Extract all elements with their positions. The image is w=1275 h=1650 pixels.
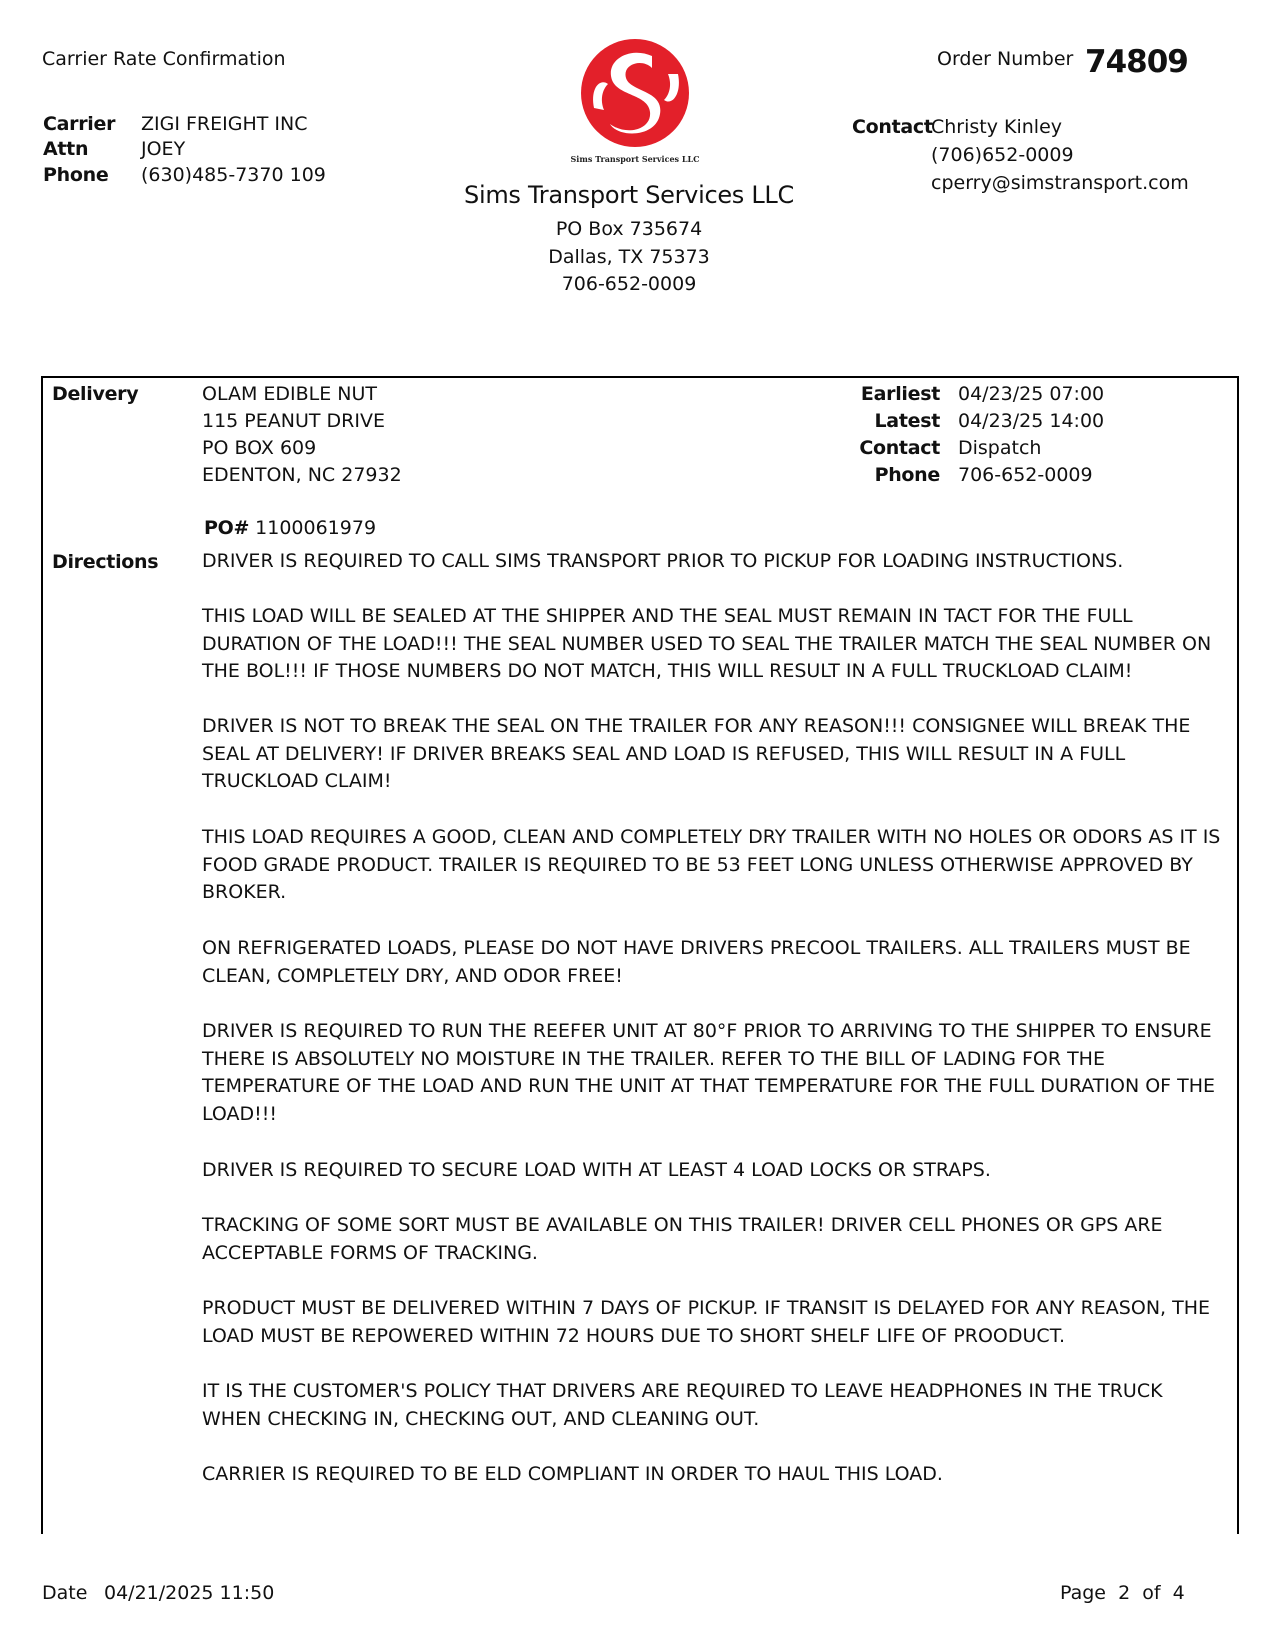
directions-paragraph: THIS LOAD WILL BE SEALED AT THE SHIPPER AND THE SEAL MUST REMAIN IN TACT FOR THE FULL DURATION OF THE LOAD!!! THE SEAL NUMBER USED TO SEAL THE TRAILER MATCH THE SEAL NUMBER ON THE BOL!!! IF THOSE NUMBERS DO NOT MATCH, THIS WILL RESULT IN A FULL TRUCKLOAD CLAIM! (202, 605, 1212, 682)
directions-paragraph: PRODUCT MUST BE DELIVERED WITHIN 7 DAYS OF PICKUP. IF TRANSIT IS DELAYED FOR ANY REASON, THE LOAD MUST BE REPOWERED WITHIN 72 HOURS DUE TO SHORT SHELF LIFE OF PROODUCT. (202, 1297, 1211, 1347)
contact-phone: (706)652-0009 (931, 144, 1074, 166)
directions-paragraph: DRIVER IS NOT TO BREAK THE SEAL ON THE TRAILER FOR ANY REASON!!! CONSIGNEE WILL BREAK THE SEAL AT DELIVERY! IF DRIVER BREAKS SEAL AND LOAD IS REFUSED, THIS WILL RESULT IN A FULL TRUCKLOAD CLAIM! (202, 715, 1191, 792)
carrier-value: ZIGI FREIGHT INC (141, 113, 308, 135)
footer-date-label: Date (42, 1582, 88, 1604)
earliest-value: 04/23/25 07:00 (958, 383, 1105, 405)
attn-label: Attn (43, 138, 89, 160)
company-name: Sims Transport Services LLC (464, 181, 794, 209)
delivery-label: Delivery (52, 383, 139, 405)
delivery-name: OLAM EDIBLE NUT (202, 383, 378, 405)
carrier-phone-label: Phone (43, 164, 109, 186)
directions-paragraph: THIS LOAD REQUIRES A GOOD, CLEAN AND COMPLETELY DRY TRAILER WITH NO HOLES OR ODORS AS IT IS FOOD GRADE PRODUCT. TRAILER IS REQUIRED TO BE 53 FEET LONG UNLESS OTHERWISE APPROVED BY BROKER. (202, 826, 1221, 903)
contact-label: Contact (852, 116, 933, 138)
company-phone: 706-652-0009 (561, 273, 697, 295)
delivery-po-box: PO BOX 609 (202, 437, 317, 459)
delivery-phone-value: 706-652-0009 (958, 464, 1093, 486)
attn-value: JOEY (141, 138, 186, 160)
po-number (204, 515, 376, 541)
earliest-label: Earliest (860, 383, 940, 405)
footer-date-value: 04/21/2025 11:50 (104, 1582, 275, 1604)
directions-paragraph: DRIVER IS REQUIRED TO RUN THE REEFER UNIT AT 80°F PRIOR TO ARRIVING TO THE SHIPPER TO ENSURE THERE IS ABSOLUTELY NO MOISTURE IN THE TRAILER. REFER TO THE BILL OF LADING FOR THE TEMPERATURE OF THE LOAD AND RUN THE UNIT AT THAT TEMPERATURE FOR THE FULL DURATION OF THE LOAD!!! (202, 1020, 1216, 1125)
order-number: 74809 (1085, 44, 1188, 80)
delivery-phone-label: Phone (874, 464, 940, 486)
delivery-city: EDENTON, NC 27932 (202, 464, 402, 486)
company-address-line1: PO Box 735674 (555, 218, 703, 240)
carrier-label: Carrier (43, 113, 116, 135)
order-number-label: Order Number (937, 48, 1074, 70)
po-label: PO# (204, 517, 250, 539)
s-logo-icon (560, 38, 710, 168)
directions-paragraph: DRIVER IS REQUIRED TO CALL SIMS TRANSPORT PRIOR TO PICKUP FOR LOADING INSTRUCTIONS. (202, 550, 1124, 572)
directions-paragraph: DRIVER IS REQUIRED TO SECURE LOAD WITH AT LEAST 4 LOAD LOCKS OR STRAPS. (202, 1159, 991, 1181)
document-title: Carrier Rate Confirmation (42, 48, 286, 70)
directions-paragraph: IT IS THE CUSTOMER'S POLICY THAT DRIVERS ARE REQUIRED TO LEAVE HEADPHONES IN THE TRUCK WHEN CHECKING IN, CHECKING OUT, AND CLEANING OUT. (202, 1380, 1163, 1430)
directions-paragraph: CARRIER IS REQUIRED TO BE ELD COMPLIANT IN ORDER TO HAUL THIS LOAD. (202, 1463, 943, 1485)
delivery-street: 115 PEANUT DRIVE (202, 410, 385, 432)
page-indicator: Page 2 of 4 (1060, 1582, 1185, 1604)
company-logo (560, 38, 710, 168)
logo-wordmark: Sims Transport Services LLC (570, 154, 700, 164)
contact-name: Christy Kinley (931, 116, 1063, 138)
contact-email: cperry@simstransport.com (931, 172, 1189, 194)
po-value: 1100061979 (255, 517, 377, 539)
delivery-contact-value: Dispatch (958, 437, 1042, 459)
directions-paragraph: ON REFRIGERATED LOADS, PLEASE DO NOT HAVE DRIVERS PRECOOL TRAILERS. ALL TRAILERS MUST BE CLEAN, COMPLETELY DRY, AND ODOR FREE! (202, 937, 1191, 987)
latest-label: Latest (874, 410, 940, 432)
delivery-contact-label: Contact (859, 437, 940, 459)
latest-value: 04/23/25 14:00 (958, 410, 1105, 432)
directions-label: Directions (52, 551, 159, 573)
directions-paragraph: TRACKING OF SOME SORT MUST BE AVAILABLE ON THIS TRAILER! DRIVER CELL PHONES OR GPS ARE ACCEPTABLE FORMS OF TRACKING. (202, 1214, 1163, 1264)
company-address-line2: Dallas, TX 75373 (548, 246, 710, 268)
carrier-phone-value: (630)485-7370 109 (141, 164, 326, 186)
